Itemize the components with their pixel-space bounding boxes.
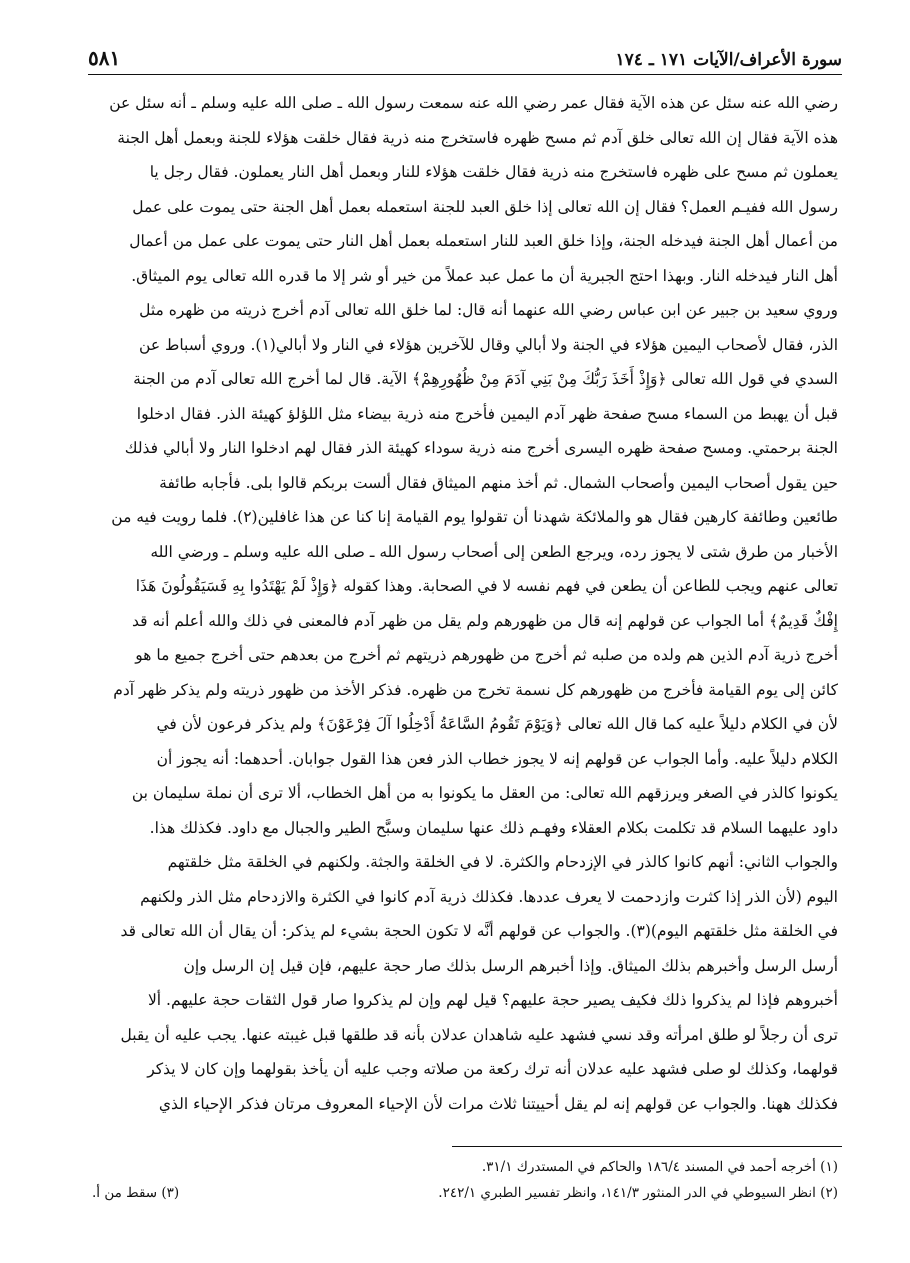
text-line: قبل أن يهبط من السماء مسح صفحة ظهر آدم اليمين فأخرج منه ذرية بيضاء مثل اللؤلؤ كهيئة الذر. فقال ادخلوا xyxy=(136,404,838,423)
footnote-3: (٣) سقط من أ. xyxy=(92,1185,180,1201)
text-line: إِفْكٌ قَدِيمٌ﴾ أما الجواب عن قولهم إنه قال من ظهورهم ولم يقل من ظهر آدم فالمعنى في ذلك والله أعلم أنه قد xyxy=(131,611,838,630)
text-line: ترى أن رجلاً لو طلق امرأته وقد نسي فشهد عليه شاهدان عدلان بأنه قد طلقها قبل غيبته عنها. يجب عليه أن يقبل xyxy=(120,1025,838,1044)
text-line: طائعين وطائفة كارهين فقال هو والملائكة شهدنا أن تقولوا يوم القيامة إنا كنا عن هذا غافلين(٢). فلما رويت فيه من xyxy=(111,508,838,526)
text-line: الكلام دليلاً عليه. وأما الجواب عن قولهم إنه لا يجوز خطاب الذر فعن هذا القول جوابان. أحدهما: أنه يجوز أن xyxy=(156,749,838,768)
text-line: رسول الله ففيـم العمل؟ فقال إن الله تعالى إذا خلق العبد للجنة استعمله بعمل أهل الجنة حتى يموت على عمل xyxy=(132,197,838,216)
text-line: أهل النار فيدخله النار. وبهذا احتج الجبرية أن ما عمل عبد عملاً من خير أو شر إلا ما قدره الله تعالى يوم الميثاق. xyxy=(131,266,838,285)
text-line: يكونوا كالذر في الصغر ويرزقهم الله تعالى: من العقل ما يكونوا به من أهل الخطاب، ألا ترى أن نملة سليمان بن xyxy=(131,784,838,802)
text-line: الذر، فقال لأصحاب اليمين هؤلاء في الجنة ولا أبالي وقال للآخرين هؤلاء في النار ولا أبالي(١). وروي أسباط عن xyxy=(139,335,838,354)
text-line: وروي سعيد بن جبير عن ابن عباس رضي الله عنهما أنه قال: لما خلق الله تعالى آدم أخرج ذريته من ظهره مثل xyxy=(139,301,838,319)
text-line: أخرج ذرية آدم الذين هم ولده من صلبه ثم أخرج من ظهورهم ذريتهم ثم أخرج من بعدهم حتى أخرج جميع ما هو xyxy=(135,646,838,664)
text-line: من أعمال أهل الجنة فيدخله الجنة، وإذا خلق العبد للنار استعمله بعمل أهل النار حتى يموت على عمل من أعمال xyxy=(129,232,838,250)
text-line: الجنة برحمتي. ومسح صفحة ظهره اليسرى أخرج منه ذرية سوداء كهيئة الذر فقال لهم ادخلوا النار ولا أبالي فذلك xyxy=(124,439,838,457)
text-line: الأخبار من طرق شتى لا يجوز رده، ويرجع الطعن إلى أصحاب رسول الله ـ صلى الله عليه وسلم ـ ورضي الله xyxy=(150,542,838,561)
page-header xyxy=(88,36,842,70)
footnote-1: (١) أخرجه أحمد في المسند ١٨٦/٤ والحاكم في المستدرك ٣١/١. xyxy=(481,1159,838,1175)
main-text xyxy=(92,86,838,1121)
text-line: أرسل الرسل وأخبرهم بذلك الميثاق. وإذا أخبرهم الرسل بذلك صار حجة عليهم، فإن قيل إن الرسل وإن xyxy=(183,956,838,975)
running-title: سورة الأعراف/الآيات ١٧١ ـ ١٧٤ xyxy=(615,50,842,70)
text-line: لأن في الكلام دليلاً عليه كما قال الله تعالى ﴿وَيَوْمَ تَقُومُ السَّاعَةُ أَدْخِلُوا آلَ فِرْعَوْنَ﴾ ولم يذكر فرعون لأن في xyxy=(156,715,838,733)
footnote-2: (٢) انظر السيوطي في الدر المنثور ١٤١/٣، وانظر تفسير الطبري ٢٤٢/١. xyxy=(438,1185,838,1201)
text-line: فكذلك ههنا. والجواب عن قولهم إنه لم يقل أحييتنا ثلاث مرات لأن الإحياء المعروف مرتان فذكر الإحياء الذي xyxy=(158,1094,838,1113)
text-line: داود عليهما السلام قد تكلمت بكلام العقلاء وفهـم ذلك عنها سليمان وسبَّح الطير والجبال مع داود. فكذلك هذا. xyxy=(149,818,838,837)
text-line: السدي في قول الله تعالى ﴿وَإِذْ أَخَذَ رَبُّكَ مِنْ بَنِي آدَمَ مِنْ ظُهُورِهِمْ﴾ الآية. قال لما أخرج الله تعالى آدم من الجنة xyxy=(133,370,838,388)
text-line: والجواب الثاني: أنهم كانوا كالذر في الإزدحام والكثرة. لا في الخلقة والجثة. ولكنهم في الخلقة مثل خلقتهم xyxy=(167,853,838,871)
text-line: رضي الله عنه سئل عن هذه الآية فقال عمر رضي الله عنه سمعت رسول الله ـ صلى الله عليه وسلم ـ أنه سئل عن xyxy=(109,94,838,112)
text-line: كائن إلى يوم القيامة فأخرج من ظهورهم كل نسمة تخرج من ظهره. فذكر الأخذ من ظهور ذريته ولم يذكر ظهر آدم xyxy=(113,680,838,699)
text-line: هذه الآية فقال إن الله تعالى خلق آدم ثم مسح ظهره فاستخرج منه ذرية فقال خلقت هؤلاء للجنة وبعمل أهل الجنة xyxy=(117,128,838,147)
header-divider xyxy=(88,74,842,75)
footnote-row xyxy=(92,1180,838,1206)
footnotes xyxy=(92,1154,838,1206)
text-line: يعملون ثم مسح على ظهره فاستخرج منه ذرية فقال خلقت هؤلاء للنار وبعمل أهل النار يعملون. فقال رجل يا xyxy=(149,163,838,181)
text-line: تعالى عنهم ويجب للطاعن أن يطعن في فهم نفسه لا في الصحابة. وهذا كقوله ﴿وَإِذْ لَمْ يَهْتَدُوا بِهِ فَسَيَقُولُونَ هَذَا xyxy=(135,577,838,595)
text-line: أخبروهم فإذا لم يذكروا ذلك فكيف يصير حجة عليهم؟ قيل لهم وإن لم يذكروا صار قول الثقات حجة عليهم. ألا xyxy=(147,991,838,1009)
text-line: في الخلقة مثل خلقتهم اليوم)(٣). والجواب عن قولهم أنَّه لا تكون الحجة بشيء لم يذكر: أن يقال أن الله تعالى قد xyxy=(120,922,838,940)
page-number: ٥٨١ xyxy=(88,46,121,70)
text-line: اليوم (لأن الذر إذا كثرت وازدحمت لا يعرف عددها. فكذلك ذرية آدم كانوا في الكثرة والازدحام مثل الذر ولكنهم xyxy=(140,887,838,906)
text-line: حين يقول أصحاب اليمين وأصحاب الشمال. ثم أخذ منهم الميثاق فقال ألست بربكم قالوا بلى. فأجابه طائفة xyxy=(159,473,838,492)
text-line: قولهما، وكذلك لو صلى فشهد عليه عدلان أنه ترك ركعة من صلاته وجب عليه أن يأخذ بقولهما وإن كان لا يذكر xyxy=(147,1060,838,1078)
footnote-divider xyxy=(452,1146,842,1147)
footnote-row xyxy=(92,1154,838,1180)
